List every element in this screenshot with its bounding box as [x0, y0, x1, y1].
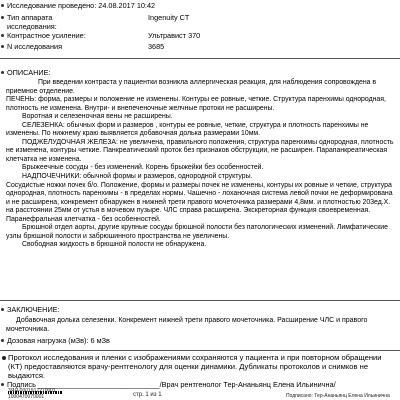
study-date: Исследование проведено: 24.08.2017 10:42 [7, 1, 156, 10]
paragraph-allergy: При введении контраста у пациентки возникла аллергическая реакция, для наблюдения сопровождена в приемное отделение. [6, 79, 377, 95]
bullet-icon [1, 383, 4, 386]
paragraph-liver: ПЕЧЕНЬ: форма, размеры и положение не изменены. Контуры ее ровные, четкие. Структура паренхимы однородная, плотность не изменена. Внутри- и внепеченочные желчные протоки не расширены. [6, 96, 386, 112]
bullet-icon [1, 16, 4, 19]
page-number: стр. 1 из 1 [133, 392, 162, 398]
bullet-icon [1, 4, 4, 7]
conclusion-text: Добавочная долька селезенки. Конкремент нижней трети правого мочеточника. Расширение ЧЛС и правого мочеточника. [6, 317, 368, 333]
footer-code-2: 1000470070001 [8, 394, 45, 400]
bullet-icon [1, 45, 4, 48]
divider [0, 350, 400, 351]
bullet-icon [2, 356, 6, 360]
archive-notice: Протокол исследования и пленки с изображениями сохраняются у пациента и при повторном обращении (КТ) предоставляются врачу-рентгенологу для оценки динамики. Дубликаты протоколов и снимков не выдаются. [8, 353, 382, 380]
paragraph-veins: Воротная и селезеночная вены не расширены. [22, 113, 173, 121]
bullet-icon [1, 308, 4, 311]
study-number-label: N исследования [7, 42, 63, 51]
paragraph-adrenals: НАДПОЧЕЧНИКИ: обычной формы и размеров, однородной структуры. [22, 173, 253, 181]
apparatus-value: Ingenuity CT [148, 13, 190, 22]
divider [0, 58, 400, 59]
paragraph-aorta: Брюшной отдел аорты, другие крупные сосуды брюшной полости без патологических изменений. Лимфатические узлы брюшной полости и забрюшинного пространства не увеличены. [6, 224, 388, 240]
contrast-label: Контрастное усиление: [7, 31, 86, 40]
paragraph-kidneys: Сосудистые ножки почек б/о. Положение, формы и размеры почек не изменены, контуры их ровные и четкие, структура однородная, плотность паренхимы - в пределах нормы. Чашечно - лоханочная система левой почки не деформирована и не расширена, конкремент обнаружен в нижней трети правого мочеточника размерами 4,8мм. и плотностью 203ед.Х. на расстоянии 25мм от устья в мочевом пузыре. ЧЛС справа расширена. Экскреторная функция своевременная. Паранефральная клетчатка - без особенностей. [6, 181, 393, 223]
paragraph-spleen: СЕЛЕЗЕНКА: обычных форм и размеров , контуры ее ровные, четкие, структура и плотность паренхимы не изменены. По нижнему краю выявляется добавочная долька размерами 10мм. [6, 121, 369, 138]
paragraph-mesentery: Брыжеечные сосуды - без изменений. Корень брыжейки без особенностей. [22, 164, 264, 172]
apparatus-label: Тип аппарата исследования: [7, 13, 57, 31]
conclusion-heading: ЗАКЛЮЧЕНИЕ: [7, 305, 60, 314]
bullet-icon [1, 339, 4, 342]
apparatus-row [0, 13, 400, 31]
paragraph-fluid: Свободная жидкость в брюшной полости не обнаружена. [22, 241, 207, 249]
divider [0, 300, 400, 301]
bullet-icon [1, 71, 4, 74]
dose-value: Дозовая нагрузка (мЗв): 6 мЗв [7, 336, 110, 345]
contrast-value: Ультравист 370 [148, 31, 201, 40]
study-number-value: 3685 [148, 42, 165, 51]
paragraph-pancreas: ПОДЖЕЛУДОЧНАЯ ЖЕЛЕЗА: не увеличена, правильного положения, структура паренхимы однородная, плотность не изменена, контуры четкие. Панкреатический проток без признаков обструкции, не расширен. Парапанкреатическая клетчатка не изменена. [6, 138, 394, 163]
conclusion-body [6, 317, 394, 334]
bullet-icon [1, 34, 4, 37]
signature-line: Подпись ______________________________/Врач рентгенолог Тер-Ананьянц Елена Ильинична/ [7, 380, 336, 389]
signed-by: Подписано: Тер-Ананьянц Елена Ильинична [286, 393, 390, 399]
description-body [6, 79, 394, 250]
description-heading: ОПИСАНИЕ: [7, 68, 51, 77]
footer-code-1: 3ЯЯ-0001917270001 [8, 388, 56, 394]
